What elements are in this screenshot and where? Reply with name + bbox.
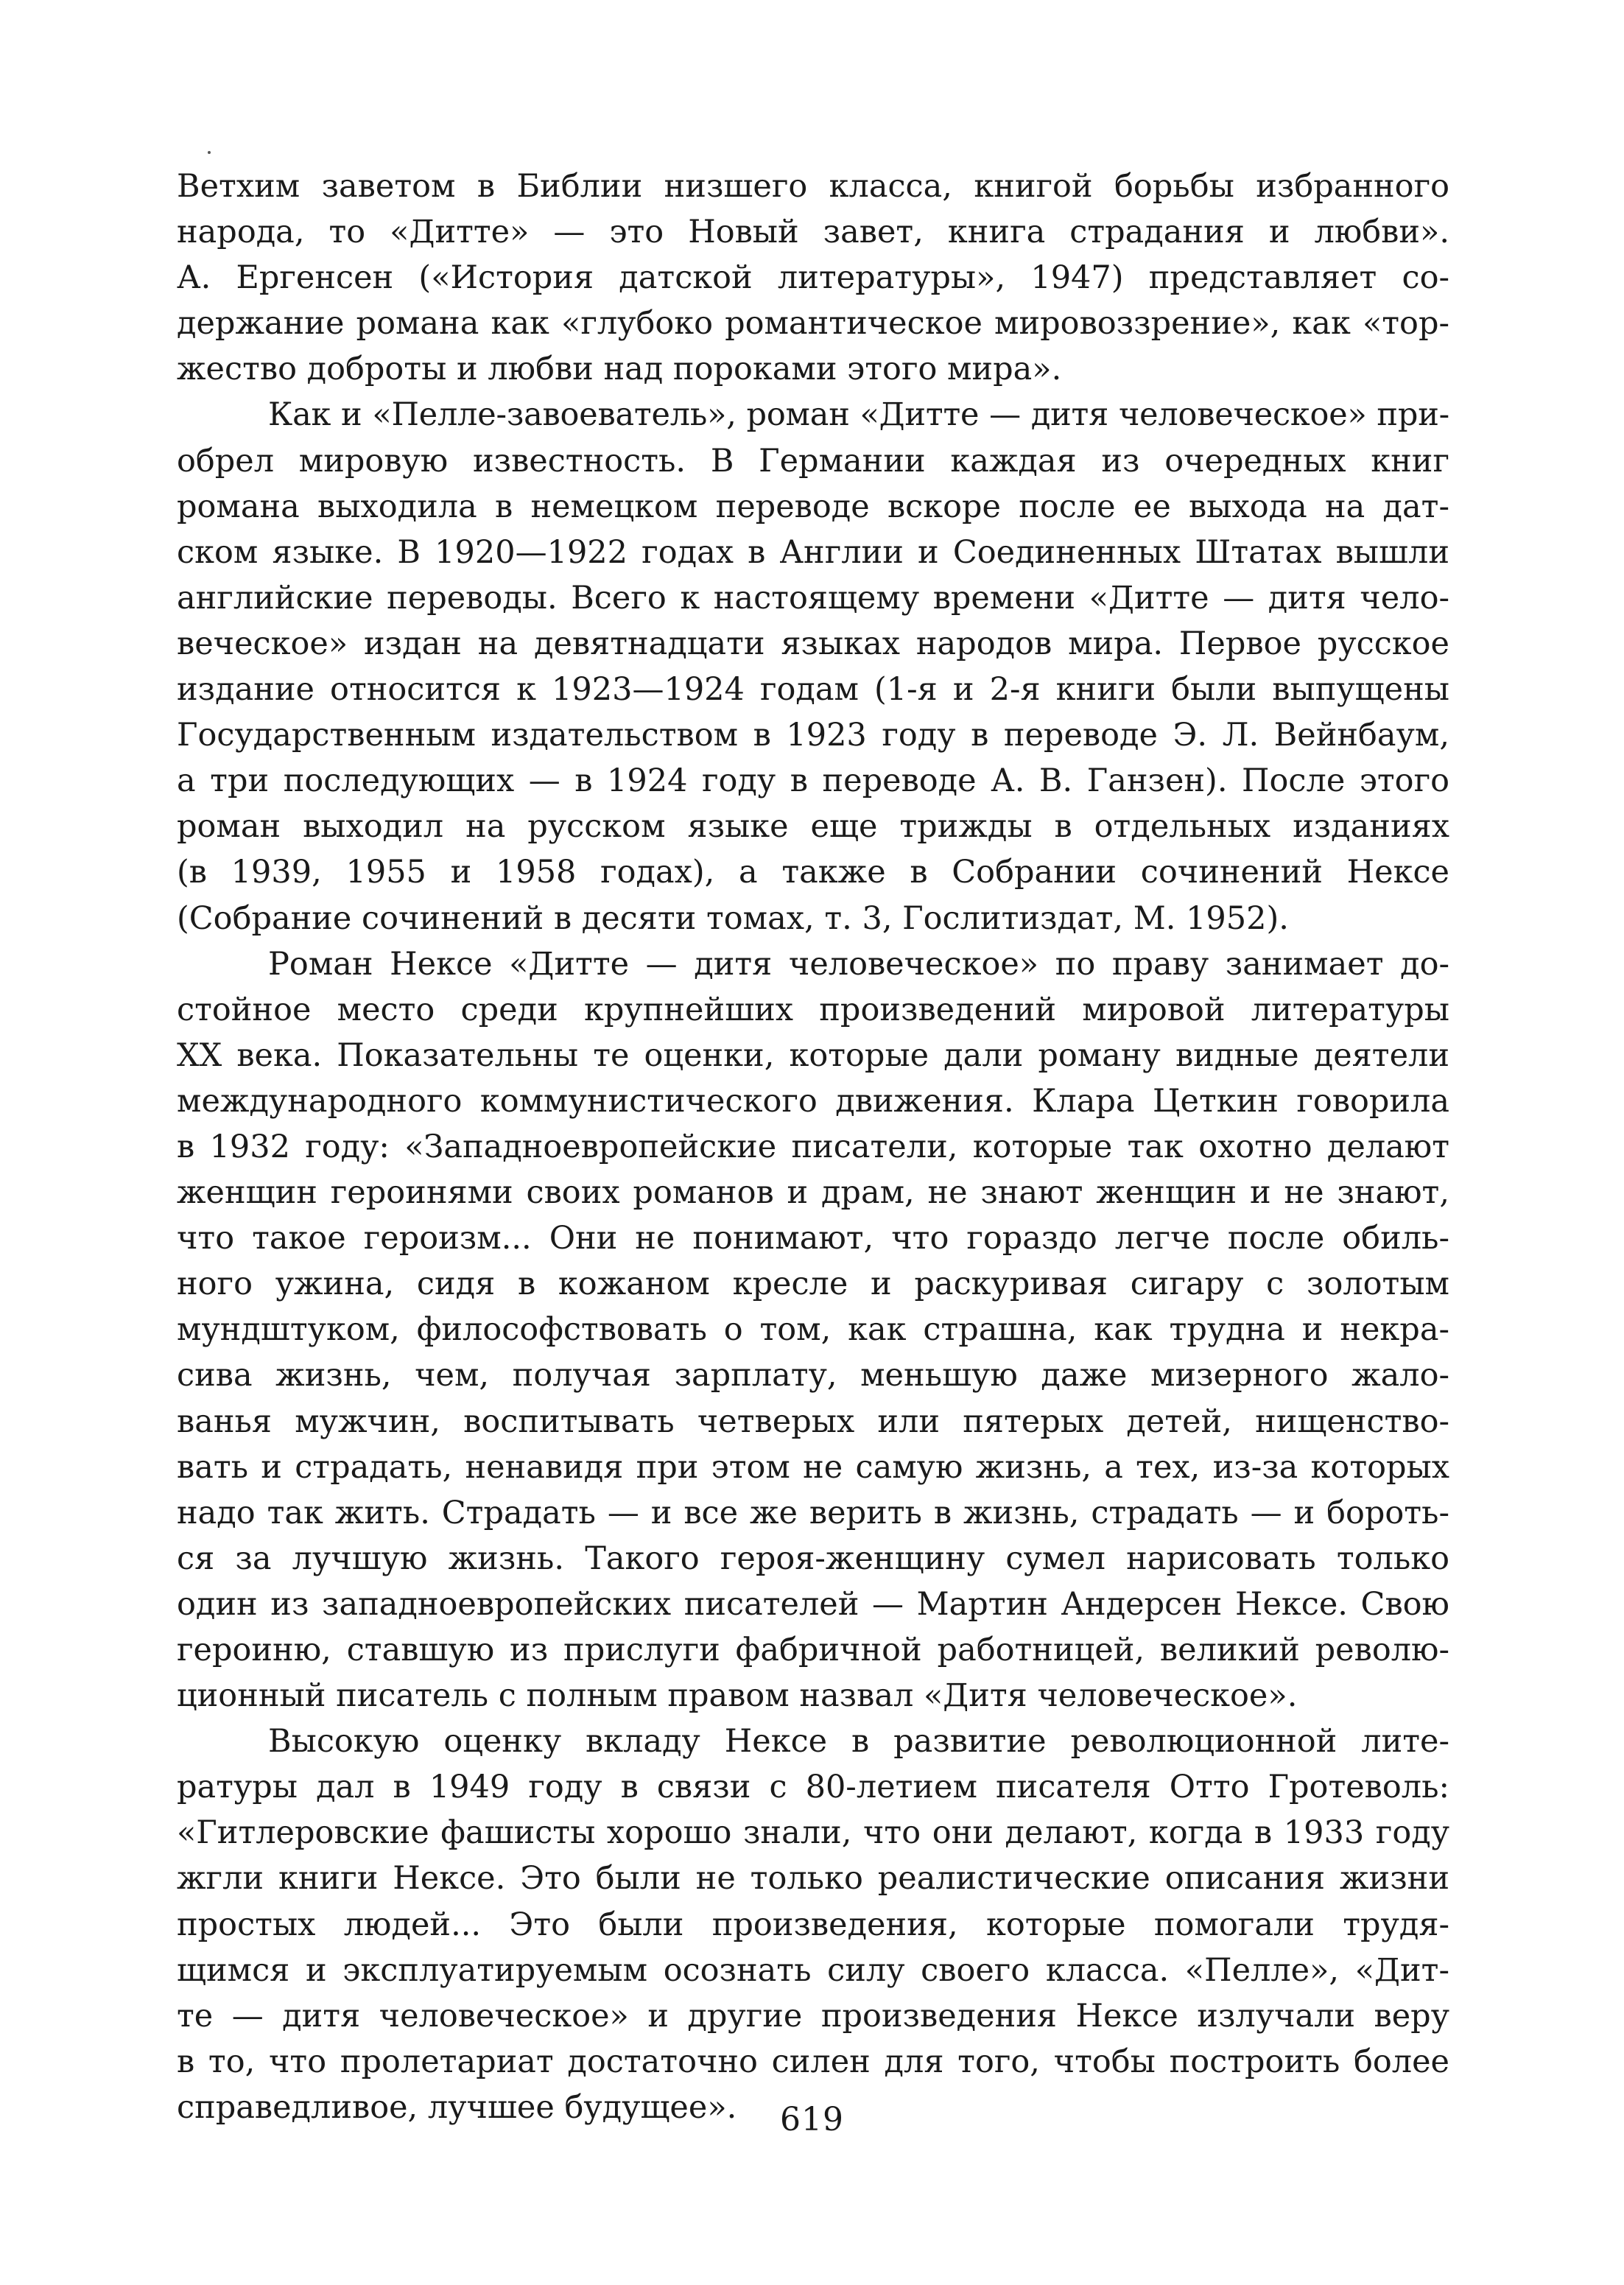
text-line: сива жизнь, чем, получая зарплату, меньшую даже мизерного жало- xyxy=(177,1357,1449,1394)
text-line: держание романа как «глубоко романтическое мировоззрение», как «тор- xyxy=(177,305,1449,343)
body-text xyxy=(177,164,1449,2130)
text-line: обрел мировую известность. В Германии каждая из очередных книг xyxy=(177,442,1449,480)
text-line: справедливое, лучшее будущее». xyxy=(177,2088,737,2126)
text-line: Высокую оценку вкладу Нексе в развитие революционной лите- xyxy=(268,1723,1449,1761)
text-line: Как и «Пелле-завоеватель», роман «Дитте — дитя человеческое» при- xyxy=(268,396,1449,434)
text-line: надо так жить. Страдать — и все же верить в жизнь, страдать — и бороть- xyxy=(177,1494,1449,1531)
text-line: жгли книги Нексе. Это были не только реалистические описания жизни xyxy=(177,1860,1449,1898)
text-line: ционный писатель с полным правом назвал «Дитя человеческое». xyxy=(177,1677,1298,1715)
text-line: стойное место среди крупнейших произведений мировой литературы xyxy=(177,991,1449,1028)
paragraph xyxy=(177,1719,1449,2130)
text-line: английские переводы. Всего к настоящему времени «Дитте — дитя чело- xyxy=(177,579,1449,617)
paragraph xyxy=(177,392,1449,941)
text-line: XX века. Показательны те оценки, которые дали роману видные деятели xyxy=(177,1036,1449,1074)
text-line: ванья мужчин, воспитывать четверых или пятерых детей, нищенство- xyxy=(177,1403,1449,1440)
paragraph xyxy=(177,164,1449,392)
text-line: ся за лучшую жизнь. Такого героя-женщину сумел нарисовать только xyxy=(177,1540,1449,1577)
text-line: народа, то «Дитте» — это Новый завет, книга страдания и любви». xyxy=(177,214,1449,251)
text-line: мундштуком, философствовать о том, как страшна, как трудна и некра- xyxy=(177,1311,1449,1349)
text-line: жество доброты и любви над пороками этого мира». xyxy=(177,351,1062,388)
paragraph xyxy=(177,941,1449,1719)
text-line: вать и страдать, ненавидя при этом не самую жизнь, а тех, из-за которых xyxy=(177,1448,1449,1486)
text-line: издание относится к 1923—1924 годам (1-я и 2-я книги были выпущены xyxy=(177,671,1449,709)
text-line: ратуры дал в 1949 году в связи с 80-летием писателя Отто Гротеволь: xyxy=(177,1769,1449,1806)
text-line: роман выходил на русском языке еще трижды в отдельных изданиях xyxy=(177,808,1449,846)
text-line: Роман Нексе «Дитте — дитя человеческое» по праву занимает до- xyxy=(268,945,1449,983)
text-line: в то, что пролетариат достаточно силен для того, чтобы построить более xyxy=(177,2043,1449,2080)
page-number: 619 xyxy=(780,2101,844,2138)
text-line: а три последующих — в 1924 году в переводе А. В. Ганзен). После этого xyxy=(177,762,1449,800)
text-line: (в 1939, 1955 и 1958 годах), а также в Собрании сочинений Нексе xyxy=(177,854,1449,891)
text-line: один из западноевропейских писателей — Мартин Андерсен Нексе. Свою xyxy=(177,1585,1449,1623)
text-line: героиню, ставшую из прислуги фабричной работницей, великий револю- xyxy=(177,1632,1449,1668)
text-line: ском языке. В 1920—1922 годах в Англии и Соединенных Штатах вышли xyxy=(177,533,1449,571)
text-line: женщин героинями своих романов и драм, не знают женщин и не знают, xyxy=(177,1174,1449,1212)
print-speck xyxy=(208,151,211,154)
text-line: щимся и эксплуатируемым осознать силу своего класса. «Пелле», «Дит- xyxy=(177,1951,1449,1989)
text-line: те — дитя человеческое» и другие произведения Нексе излучали веру xyxy=(177,1997,1449,2035)
text-line: «Гитлеровские фашисты хорошо знали, что они делают, когда в 1933 году xyxy=(177,1814,1449,1852)
text-line: в 1932 году: «Западноевропейские писатели, которые так охотно делают xyxy=(177,1128,1449,1165)
text-line: Ветхим заветом в Библии низшего класса, книгой борьбы избранного xyxy=(177,168,1449,205)
text-line: что такое героизм... Они не понимают, что гораздо легче после обиль- xyxy=(177,1220,1449,1257)
text-line: (Собрание сочинений в десяти томах, т. 3, Гослитиздат, М. 1952). xyxy=(177,899,1289,937)
text-line: веческое» издан на девятнадцати языках народов мира. Первое русское xyxy=(177,625,1449,662)
text-line: простых людей... Это были произведения, которые помогали трудя- xyxy=(177,1906,1449,1943)
text-line: романа выходила в немецком переводе вскоре после ее выхода на дат- xyxy=(177,488,1449,525)
text-line: А. Ергенсен («История датской литературы», 1947) представляет со- xyxy=(177,259,1449,297)
text-line: международного коммунистического движения. Клара Цеткин говорила xyxy=(177,1082,1449,1120)
text-line: Государственным издательством в 1923 году в переводе Э. Л. Вейнбаум, xyxy=(177,717,1449,754)
text-line: ного ужина, сидя в кожаном кресле и раскуривая сигару с золотым xyxy=(177,1266,1449,1303)
